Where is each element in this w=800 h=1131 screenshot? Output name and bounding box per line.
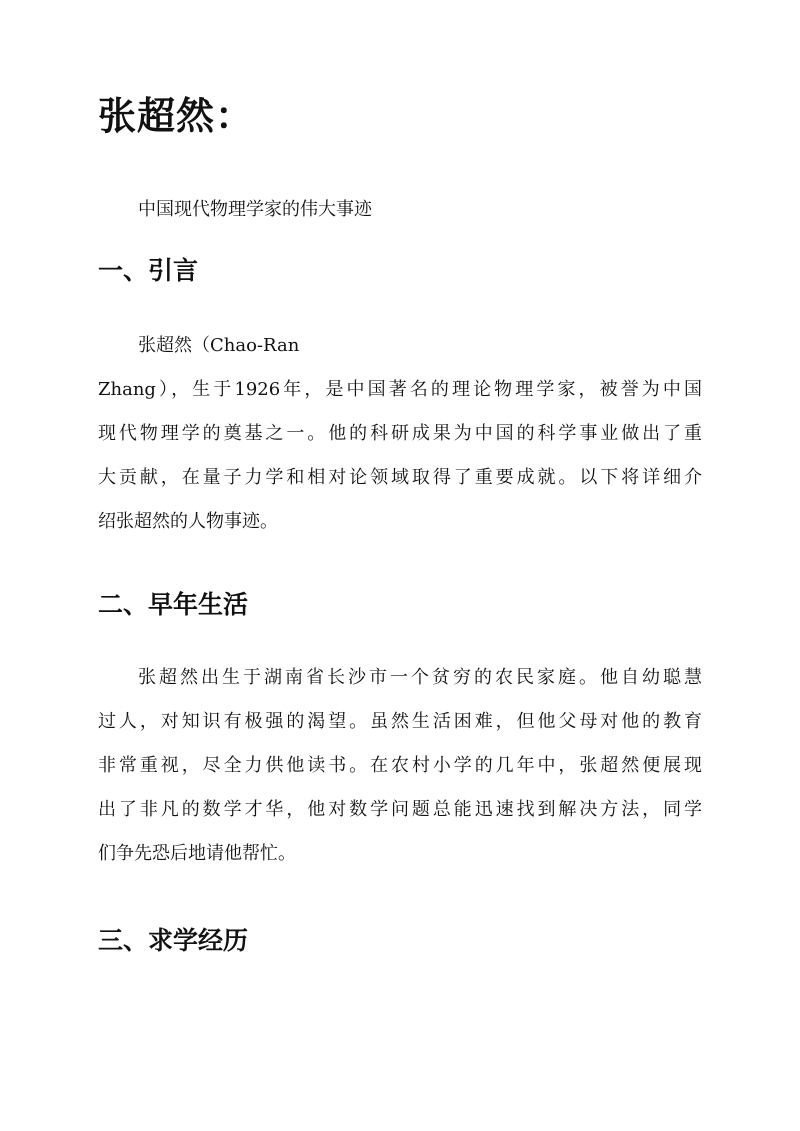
section-heading-introduction: 一、引言 — [98, 256, 199, 285]
section-paragraph-early-life — [98, 656, 702, 876]
document-subtitle: 中国现代物理学家的伟大事迹 — [138, 199, 372, 220]
section-paragraph-introduction — [98, 324, 702, 544]
paragraph-line: 张超然（Chao-Ran — [138, 335, 300, 356]
paragraph-line: Zhang），生于1926年，是中国著名的理论物理学家，被誉为中国 — [98, 379, 702, 400]
paragraph-line: 现代物理学的奠基之一。他的科研成果为中国的科学事业做出了重 — [98, 423, 702, 444]
paragraph-line: 大贡献，在量子力学和相对论领域取得了重要成就。以下将详细介 — [98, 467, 702, 488]
paragraph-line: 出了非凡的数学才华，他对数学问题总能迅速找到解决方法，同学 — [98, 799, 702, 820]
paragraph-line: 过人，对知识有极强的渴望。虽然生活困难，但他父母对他的教育 — [98, 711, 702, 732]
paragraph-line: 们争先恐后地请他帮忙。 — [98, 843, 296, 864]
document-title: 张超然： — [98, 94, 255, 138]
section-heading-early-life: 二、早年生活 — [98, 590, 249, 619]
paragraph-line: 张超然出生于湖南省长沙市一个贫穷的农民家庭。他自幼聪慧 — [138, 667, 702, 688]
section-heading-education: 三、求学经历 — [98, 926, 249, 955]
paragraph-line: 绍张超然的人物事迹。 — [98, 511, 278, 532]
paragraph-line: 非常重视，尽全力供他读书。在农村小学的几年中，张超然便展现 — [98, 755, 702, 776]
